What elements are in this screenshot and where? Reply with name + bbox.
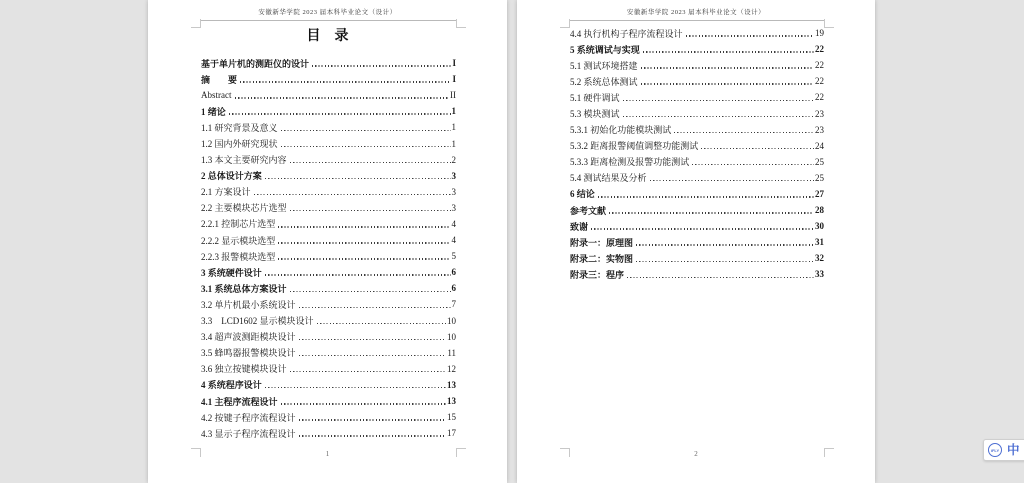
toc-entry[interactable]	[570, 25, 824, 41]
toc-entry-page: 4	[451, 235, 456, 246]
toc-entry-label: 5.2 系统总体测试	[570, 76, 638, 87]
toc-entry[interactable]	[570, 73, 824, 89]
toc-entry-page: 13	[447, 379, 456, 390]
toc-entry[interactable]	[201, 280, 456, 296]
toc-entry-page: 6	[451, 283, 456, 294]
toc-entry[interactable]	[201, 345, 456, 361]
toc-entry-page: 13	[447, 396, 456, 407]
toc-entry-label: 5.3.2 距离报警阈值调整功能测试	[570, 141, 699, 152]
toc-dot-leader	[265, 387, 446, 388]
toc-entry-label: 3.3 LCD1602 显示模块设计	[201, 316, 314, 327]
toc-entry[interactable]	[570, 186, 824, 202]
toc-entry-label: 2 总体设计方案	[201, 171, 262, 182]
toc-entry-page: 10	[447, 331, 456, 342]
toc-entry-page: 23	[815, 108, 824, 119]
toc-entry-label: 3.2 单片机最小系统设计	[201, 299, 296, 310]
toc-dot-leader	[265, 178, 451, 179]
toc-entry-page: 3	[451, 202, 456, 213]
toc-entry[interactable]	[201, 216, 456, 232]
toc-entry[interactable]	[570, 105, 824, 121]
toc-entry-page: 33	[815, 269, 824, 280]
toc-entry[interactable]	[201, 393, 456, 409]
toc-dot-leader	[317, 323, 446, 324]
toc-entry[interactable]	[570, 41, 824, 57]
toc-dot-leader	[686, 35, 814, 36]
toc-entry[interactable]	[201, 329, 456, 345]
toc-entry[interactable]	[201, 119, 456, 135]
toc-entry-label: Abstract	[201, 90, 232, 101]
toc-entry[interactable]	[570, 218, 824, 234]
toc-entry-label: 附录二：实物图	[570, 253, 634, 264]
toc-entry[interactable]	[570, 234, 824, 250]
toc-entry[interactable]	[570, 89, 824, 105]
toc-dot-leader	[229, 113, 451, 114]
toc-dot-leader	[643, 51, 814, 52]
toc-entry-label: 5.4 测试结果及分析	[570, 173, 647, 184]
toc-entry-label: 1 绪论	[201, 106, 226, 117]
toc-entry-label: 5.3.3 距离检测及报警功能测试	[570, 157, 690, 168]
toc-entry-page: II	[450, 90, 456, 101]
toc-entry[interactable]	[201, 232, 456, 248]
toc-entry-label: 摘 要	[201, 74, 238, 85]
toc-entry[interactable]	[201, 313, 456, 329]
toc-dot-leader	[281, 403, 446, 404]
toc-dot-leader	[278, 258, 450, 259]
toc-dot-leader	[623, 116, 814, 117]
toc-dot-leader	[299, 355, 447, 356]
toc-entry[interactable]	[201, 409, 456, 425]
page-header-text: 安徽新华学院 2023 届本科毕业论文（设计）	[258, 9, 397, 16]
toc-dot-leader	[290, 210, 451, 211]
toc-dot-leader	[299, 339, 446, 340]
toc-entry-label: 2.2 主要模块芯片选型	[201, 203, 287, 214]
page-number: 2	[694, 450, 698, 458]
toc-entry[interactable]	[570, 122, 824, 138]
toc-entry-label: 附录一：原理图	[570, 237, 634, 248]
toc-entry[interactable]	[201, 55, 456, 71]
document-page-2	[517, 0, 875, 483]
toc-entry-label: 4.3 显示子程序流程设计	[201, 428, 296, 439]
toc-dot-leader	[598, 196, 814, 197]
toc-dot-leader	[265, 274, 451, 275]
toc-dot-leader	[641, 67, 814, 68]
toc-dot-leader	[290, 162, 451, 163]
toc-dot-leader	[240, 81, 451, 82]
toc-list-left	[201, 55, 456, 441]
toc-dot-leader	[674, 132, 814, 133]
toc-entry-page: 25	[815, 172, 824, 183]
toc-entry-page: 1	[451, 122, 456, 133]
toc-entry-label: 1.2 国内外研究现状	[201, 139, 278, 150]
toc-entry[interactable]	[570, 266, 824, 282]
toc-entry-page: 30	[815, 221, 824, 232]
toc-entry-label: 2.2.1 控制芯片选型	[201, 219, 276, 230]
toc-entry-label: 4.2 按键子程序流程设计	[201, 412, 296, 423]
toc-dot-leader	[627, 277, 814, 278]
toc-entry[interactable]	[201, 200, 456, 216]
toc-entry-page: 19	[815, 28, 824, 39]
toc-dot-leader	[290, 291, 451, 292]
text-boundary-mark	[824, 19, 834, 28]
toc-entry[interactable]	[201, 296, 456, 312]
toc-dot-leader	[281, 130, 451, 131]
toc-entry-page: 10	[447, 315, 456, 326]
toc-entry[interactable]	[201, 87, 456, 103]
toc-entry[interactable]	[201, 168, 456, 184]
toc-entry[interactable]	[570, 202, 824, 218]
toc-dot-leader	[636, 261, 814, 262]
toc-entry[interactable]	[201, 377, 456, 393]
toc-entry-page: 31	[815, 237, 824, 248]
toc-entry[interactable]	[570, 138, 824, 154]
toc-dot-leader	[299, 419, 446, 420]
toc-entry[interactable]	[201, 135, 456, 151]
toc-entry-page: I	[452, 58, 456, 69]
toc-dot-leader	[641, 83, 814, 84]
toc-entry-label: 4.1 主程序流程设计	[201, 396, 278, 407]
page-header-text: 安徽新华学院 2023 届本科毕业论文（设计）	[626, 9, 766, 16]
toc-entry[interactable]	[201, 152, 456, 168]
toc-dot-leader	[636, 244, 814, 245]
toc-entry-page: 25	[815, 156, 824, 167]
toc-entry-page: I	[452, 74, 456, 85]
toc-dot-leader	[299, 435, 446, 436]
toc-entry[interactable]	[201, 264, 456, 280]
toc-entry[interactable]	[201, 361, 456, 377]
text-boundary-mark	[560, 19, 570, 28]
toc-list-right	[570, 25, 824, 283]
toc-entry-page: 23	[815, 124, 824, 135]
toc-dot-leader	[299, 307, 451, 308]
toc-entry[interactable]	[570, 154, 824, 170]
toc-entry-label: 3.6 独立按键模块设计	[201, 364, 287, 375]
toc-entry-label: 2.1 方案设计	[201, 187, 251, 198]
toc-entry-page: 22	[815, 60, 824, 71]
toc-dot-leader	[254, 194, 451, 195]
toc-entry-page: 1	[451, 106, 456, 117]
toc-entry-label: 6 结论	[570, 189, 595, 200]
toc-entry-label: 2.2.2 显示模块选型	[201, 235, 276, 246]
ime-language-mode-button[interactable]: 中	[1007, 442, 1020, 457]
toc-entry-label: 5.3 模块测试	[570, 109, 620, 120]
toc-dot-leader	[701, 148, 814, 149]
toc-entry[interactable]	[201, 103, 456, 119]
toc-entry-page: 15	[447, 412, 456, 423]
toc-dot-leader	[609, 212, 814, 213]
toc-entry-label: 1.3 本文主要研究内容	[201, 155, 287, 166]
toc-entry-label: 5 系统调试与实现	[570, 44, 640, 55]
toc-entry-label: 附录三：程序	[570, 269, 625, 280]
toc-entry-label: 基于单片机的测距仪的设计	[201, 58, 310, 69]
toc-dot-leader	[235, 97, 450, 98]
toc-entry-page: 17	[447, 428, 456, 439]
ime-logo-icon[interactable]: iFLY	[988, 443, 1002, 457]
toc-entry-label: 4 系统程序设计	[201, 380, 262, 391]
toc-dot-leader	[650, 180, 814, 181]
toc-entry-page: 12	[447, 363, 456, 374]
toc-dot-leader	[312, 65, 451, 66]
page-number: 1	[325, 450, 330, 458]
toc-entry-label: 3 系统硬件设计	[201, 267, 262, 278]
toc-dot-leader	[623, 100, 814, 101]
ime-status-bar	[983, 439, 1024, 461]
toc-entry[interactable]	[570, 57, 824, 73]
toc-entry-page: 3	[451, 170, 456, 181]
toc-entry-page: 24	[815, 140, 824, 151]
toc-title: 目 录	[306, 29, 349, 44]
toc-entry-page: 27	[815, 188, 824, 199]
toc-entry[interactable]	[570, 250, 824, 266]
toc-entry-page: 28	[815, 205, 824, 216]
toc-entry-page: 4	[451, 218, 456, 229]
toc-entry-page: 7	[451, 299, 456, 310]
toc-entry-label: 1.1 研究背景及意义	[201, 122, 278, 133]
toc-entry-label: 5.1 硬件调试	[570, 92, 620, 103]
toc-dot-leader	[290, 371, 446, 372]
toc-entry-label: 4.4 执行机构子程序流程设计	[570, 28, 683, 39]
toc-dot-leader	[591, 228, 814, 229]
toc-entry-label: 2.2.3 报警模块选型	[201, 251, 276, 262]
toc-entry[interactable]	[201, 425, 456, 441]
toc-entry[interactable]	[201, 248, 456, 264]
toc-entry-page: 22	[815, 44, 824, 55]
toc-entry[interactable]	[570, 170, 824, 186]
toc-entry-page: 11	[447, 347, 456, 358]
toc-entry-page: 22	[815, 92, 824, 103]
toc-entry[interactable]	[201, 184, 456, 200]
toc-entry-label: 参考文献	[570, 205, 607, 216]
toc-entry-label: 3.4 超声波测距模块设计	[201, 332, 296, 343]
toc-entry-page: 5	[451, 251, 456, 262]
toc-entry-label: 3.1 系统总体方案设计	[201, 283, 287, 294]
toc-entry-label: 3.5 蜂鸣器报警模块设计	[201, 348, 296, 359]
toc-entry-page: 3	[451, 186, 456, 197]
document-page-1	[148, 0, 507, 483]
toc-entry-page: 6	[451, 267, 456, 278]
toc-dot-leader	[278, 242, 450, 243]
toc-dot-leader	[278, 226, 450, 227]
toc-entry-label: 致谢	[570, 221, 589, 232]
toc-dot-leader	[692, 164, 814, 165]
toc-entry-page: 1	[451, 138, 456, 149]
toc-dot-leader	[281, 146, 451, 147]
toc-entry[interactable]	[201, 71, 456, 87]
toc-entry-label: 5.3.1 初始化功能模块测试	[570, 125, 672, 136]
toc-entry-page: 22	[815, 76, 824, 87]
header-rule	[201, 20, 456, 21]
toc-entry-page: 32	[815, 253, 824, 264]
toc-entry-page: 2	[451, 154, 456, 165]
header-rule	[570, 20, 824, 21]
toc-entry-label: 5.1 测试环境搭建	[570, 60, 638, 71]
